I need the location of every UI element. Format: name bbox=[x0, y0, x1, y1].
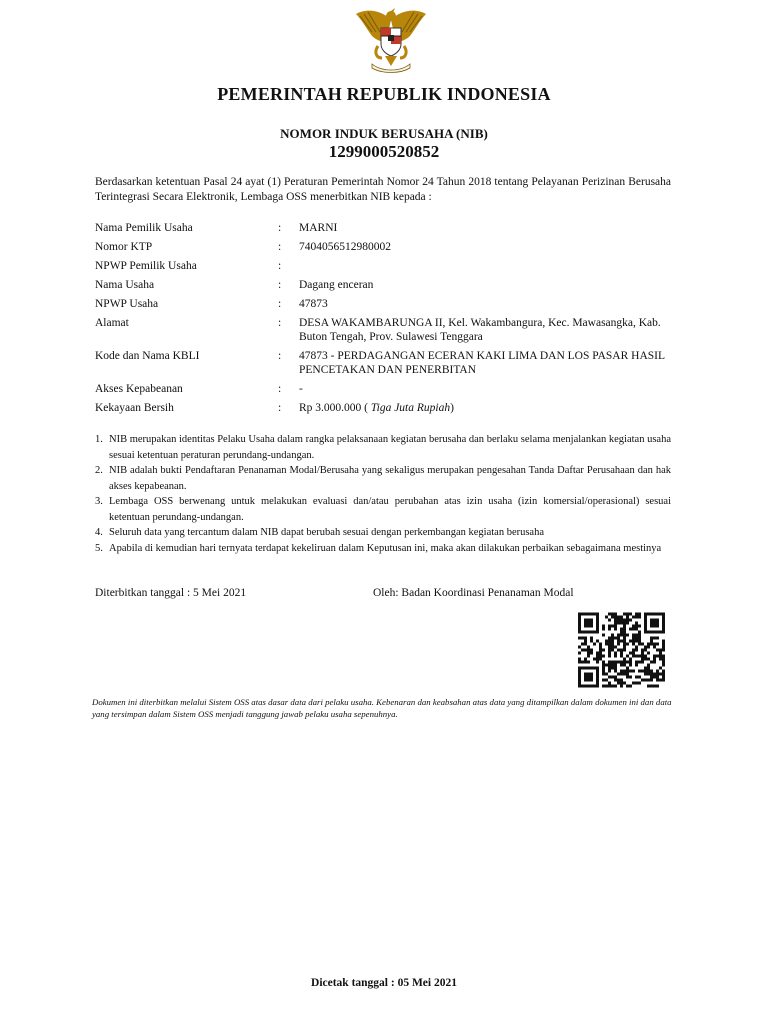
field-row-ktp bbox=[95, 240, 675, 254]
field-value bbox=[299, 259, 675, 273]
field-separator: : bbox=[278, 222, 282, 234]
net-worth-suffix: ) bbox=[450, 402, 454, 414]
business-details bbox=[95, 221, 675, 420]
field-label: Kekayaan Bersih bbox=[95, 402, 174, 414]
printed-date: Dicetak tanggal : 05 Mei 2021 bbox=[311, 977, 457, 989]
field-separator: : bbox=[278, 402, 282, 414]
field-label: Kode dan Nama KBLI bbox=[95, 350, 200, 362]
intro-paragraph: Berdasarkan ketentuan Pasal 24 ayat (1) Peraturan Pemerintah Nomor 24 Tahun 2018 tentang Pelayanan Perizinan Berusaha Terintegrasi Secara Elektronik, Lembaga OSS menerbitkan NIB kepada : bbox=[95, 176, 671, 203]
nib-number: 1299000520852 bbox=[328, 142, 440, 161]
field-separator: : bbox=[278, 241, 282, 253]
field-label: Nomor KTP bbox=[95, 241, 153, 253]
list-text: Apabila di kemudian hari ternyata terdapat kekeliruan dalam Keputusan ini, maka akan dilakukan perbaikan sebagaimana mestinya bbox=[109, 542, 662, 554]
list-item bbox=[95, 432, 671, 463]
field-label: NPWP Pemilik Usaha bbox=[95, 260, 197, 272]
field-value: 47873 - PERDAGANGAN ECERAN KAKI LIMA DAN LOS PASAR HASIL PENCETAKAN DAN PENERBITAN bbox=[299, 350, 665, 376]
field-row-owner-npwp bbox=[95, 259, 675, 273]
field-row-business-npwp bbox=[95, 297, 675, 311]
list-text: Lembaga OSS berwenang untuk melakukan evaluasi dan/atau perubahan atas izin usaha (izin komersial/operasional) sesuai ketentuan perundang-undangan. bbox=[109, 496, 671, 523]
field-label: Nama Pemilik Usaha bbox=[95, 222, 193, 234]
net-worth-words: Tiga Juta Rupiah bbox=[370, 402, 451, 414]
field-value: 47873 bbox=[299, 298, 328, 310]
list-number: 2. bbox=[95, 465, 103, 476]
field-separator: : bbox=[278, 260, 282, 272]
field-label: Akses Kepabeanan bbox=[95, 383, 183, 395]
field-row-address bbox=[95, 316, 675, 344]
field-separator: : bbox=[278, 350, 282, 362]
field-row-business-name bbox=[95, 278, 675, 292]
field-row-net-worth bbox=[95, 401, 675, 415]
list-number: 5. bbox=[95, 542, 103, 554]
field-separator: : bbox=[278, 317, 282, 329]
field-label: NPWP Usaha bbox=[95, 298, 159, 310]
field-value: MARNI bbox=[299, 222, 338, 234]
field-row-customs-access bbox=[95, 382, 675, 396]
list-text: NIB adalah bukti Pendaftaran Penanaman Modal/Berusaha yang sekaligus merupakan pengesahan Tanda Daftar Perusahaan dan hak akses kepabeanan. bbox=[109, 465, 671, 492]
list-item bbox=[95, 541, 671, 557]
list-text: NIB merupakan identitas Pelaku Usaha dalam rangka pelaksanaan kegiatan berusaha dan berlaku selama menjalankan kegiatan usaha sesuai ketentuan peraturan perundang-undangan. bbox=[109, 434, 671, 461]
field-value: DESA WAKAMBARUNGA II, Kel. Wakambangura, Kec. Mawasangka, Kab. Buton Tengah, Prov. Sulawesi Tenggara bbox=[299, 317, 661, 343]
list-item bbox=[95, 525, 671, 541]
issued-by: Oleh: Badan Koordinasi Penanaman Modal bbox=[373, 587, 574, 599]
field-value: - bbox=[299, 383, 303, 395]
nib-label: NOMOR INDUK BERUSAHA (NIB) bbox=[280, 126, 488, 141]
notes-list bbox=[95, 432, 671, 556]
field-separator: : bbox=[278, 383, 282, 395]
net-worth-amount: Rp 3.000.000 ( bbox=[299, 402, 371, 414]
list-text: Seluruh data yang tercantum dalam NIB dapat berubah sesuai dengan perkembangan kegiatan berusaha bbox=[109, 527, 545, 538]
field-value: Dagang enceran bbox=[299, 279, 374, 291]
field-separator: : bbox=[278, 298, 282, 310]
field-value: 7404056512980002 bbox=[299, 241, 391, 253]
disclaimer: Dokumen ini diterbitkan melalui Sistem OSS atas dasar data dari pelaku usaha. Kebenaran dan keabsahan atas data yang ditampilkan dalam dokumen ini dan data yang tersimpan dalam Sistem OSS menjadi tanggung jawab pelaku usaha sepenuhnya. bbox=[92, 697, 672, 719]
list-item bbox=[95, 463, 671, 494]
field-row-owner-name bbox=[95, 221, 675, 235]
list-number: 3. bbox=[95, 496, 103, 507]
field-label: Nama Usaha bbox=[95, 279, 155, 291]
field-label: Alamat bbox=[95, 317, 129, 329]
field-separator: : bbox=[278, 279, 282, 291]
qr-code-icon bbox=[578, 612, 665, 688]
issued-date: Diterbitkan tanggal : 5 Mei 2021 bbox=[95, 587, 247, 599]
list-item bbox=[95, 494, 671, 525]
list-number: 1. bbox=[95, 434, 103, 445]
list-number: 4. bbox=[95, 527, 103, 538]
field-value bbox=[299, 401, 675, 415]
field-row-kbli bbox=[95, 349, 675, 377]
garuda-emblem-icon bbox=[352, 6, 430, 74]
page-title: PEMERINTAH REPUBLIK INDONESIA bbox=[217, 84, 551, 104]
